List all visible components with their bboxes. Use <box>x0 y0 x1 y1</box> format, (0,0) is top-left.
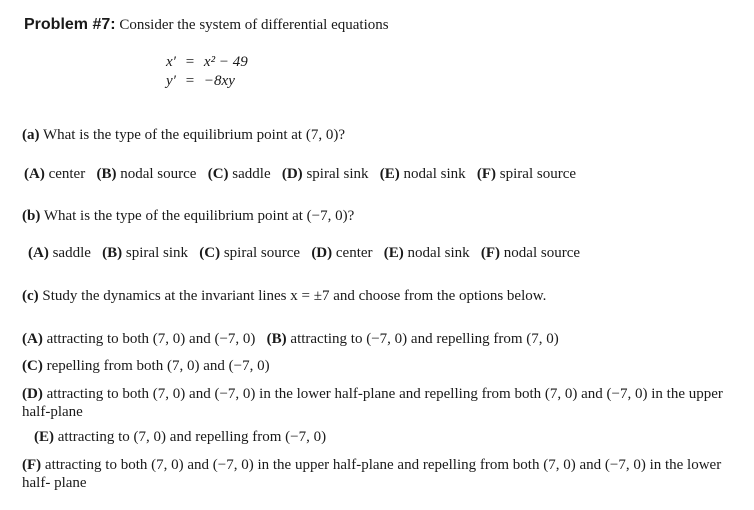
option-key: (C) <box>207 166 229 182</box>
option-b-B[interactable] <box>102 245 188 261</box>
option-key: (C) <box>22 358 43 374</box>
option-key: (A) <box>24 166 45 182</box>
part-c-row-1 <box>22 331 559 348</box>
option-b-D[interactable] <box>311 245 372 261</box>
option-text: nodal sink <box>407 245 470 261</box>
part-c-tag: (c) <box>22 288 39 304</box>
part-b-text: What is the type of the equilibrium point at (−7, 0)? <box>43 208 355 224</box>
problem-header <box>24 16 389 34</box>
part-b-tag: (b) <box>22 208 41 224</box>
option-c-E[interactable] <box>34 429 326 446</box>
option-c-A[interactable] <box>22 331 255 347</box>
option-key: (F) <box>476 166 497 182</box>
part-a-text: What is the type of the equilibrium point at (7, 0)? <box>42 127 345 143</box>
option-text: saddle <box>232 166 271 182</box>
problem-intro: Consider the system of differential equations <box>119 17 389 33</box>
part-c-question <box>22 288 546 305</box>
option-a-C[interactable] <box>208 166 271 182</box>
option-text: attracting to both (7, 0) and (−7, 0) <box>46 331 256 347</box>
option-key: (E) <box>34 429 54 445</box>
option-a-A[interactable] <box>24 166 85 182</box>
option-text: spiral sink <box>306 166 369 182</box>
option-c-F[interactable] <box>22 456 742 492</box>
eq1-equals: = <box>185 54 195 70</box>
eq2-rhs: −8xy <box>203 73 235 89</box>
option-c-B[interactable] <box>267 331 559 347</box>
option-text: spiral source <box>499 166 577 182</box>
option-text: attracting to (7, 0) and repelling from (−7, 0) <box>57 429 327 445</box>
option-key: (B) <box>102 245 123 261</box>
eq1-lhs: x′ <box>166 54 176 70</box>
option-key: (A) <box>22 331 43 347</box>
option-a-D[interactable] <box>282 166 369 182</box>
option-text: attracting to (−7, 0) and repelling from (7, 0) <box>290 331 559 347</box>
option-text: nodal source <box>503 245 581 261</box>
part-b-question <box>22 208 354 225</box>
equation-1 <box>166 54 248 71</box>
option-a-B[interactable] <box>96 166 196 182</box>
part-c-text: Study the dynamics at the invariant lines x = ±7 and choose from the options below. <box>42 288 547 304</box>
equation-2 <box>166 73 235 90</box>
option-key: (B) <box>266 331 287 347</box>
option-a-E[interactable] <box>380 166 466 182</box>
option-a-F[interactable] <box>477 166 576 182</box>
option-key: (E) <box>379 166 400 182</box>
option-text: center <box>335 245 373 261</box>
option-b-C[interactable] <box>199 245 300 261</box>
option-c-D[interactable] <box>22 385 742 421</box>
eq2-equals: = <box>185 73 195 89</box>
part-a-tag: (a) <box>22 127 40 143</box>
option-text: center <box>48 166 86 182</box>
part-a-question <box>22 127 345 144</box>
part-a-options <box>24 166 576 183</box>
option-text: nodal source <box>120 166 197 182</box>
eq1-rhs: x² − 49 <box>203 54 248 70</box>
option-text: attracting to both (7, 0) and (−7, 0) in the upper half-plane and repelling from both (7, 0) and (−7, 0) in the lower half- plane <box>22 457 722 491</box>
option-text: spiral source <box>223 245 301 261</box>
option-b-F[interactable] <box>481 245 580 261</box>
option-key: (F) <box>480 245 501 261</box>
option-key: (D) <box>311 245 333 261</box>
problem-label: Problem #7: <box>24 16 116 33</box>
part-b-options <box>28 245 580 262</box>
option-key: (A) <box>28 245 49 261</box>
option-text: attracting to both (7, 0) and (−7, 0) in the lower half-plane and repelling from both (7, 0) and (−7, 0) in the upper half-plane <box>22 386 723 420</box>
option-key: (F) <box>22 457 42 473</box>
option-text: nodal sink <box>403 166 466 182</box>
option-text: saddle <box>52 245 91 261</box>
option-key: (D) <box>22 386 43 402</box>
option-key: (D) <box>281 166 303 182</box>
option-key: (C) <box>199 245 221 261</box>
option-b-A[interactable] <box>28 245 91 261</box>
option-key: (E) <box>383 245 404 261</box>
option-key: (B) <box>96 166 117 182</box>
option-c-C[interactable] <box>22 358 270 375</box>
option-text: spiral sink <box>125 245 188 261</box>
option-text: repelling from both (7, 0) and (−7, 0) <box>46 358 270 374</box>
option-b-E[interactable] <box>384 245 470 261</box>
eq2-lhs: y′ <box>166 73 176 89</box>
